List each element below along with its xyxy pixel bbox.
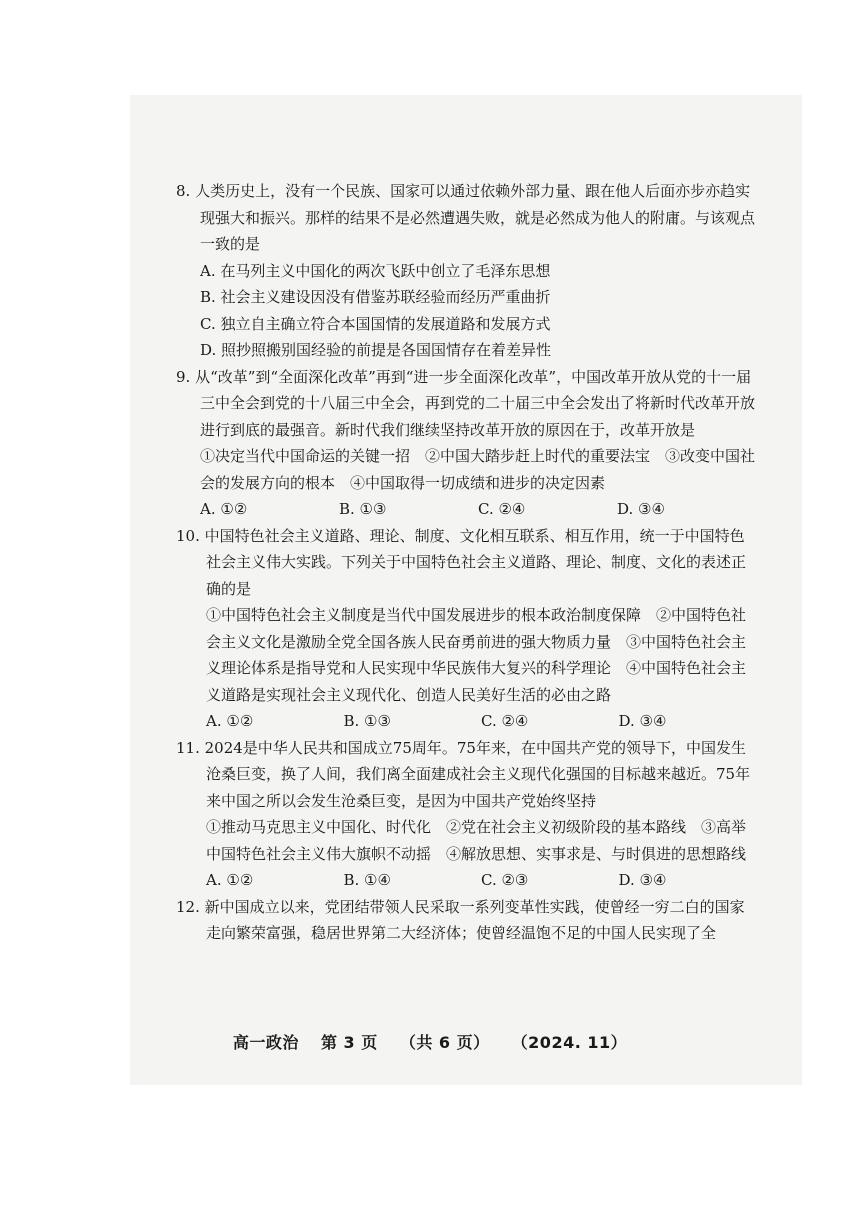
question-statements: ①决定当代中国命运的关键一招 ②中国大踏步赶上时代的重要法宝 ③改变中国社会的发展方向的根本 ④中国取得一切成绩和进步的决定因素 (200, 447, 756, 492)
question-12 (176, 894, 756, 947)
choice-c: C. ②③ (481, 871, 529, 889)
question-statements: ①中国特色社会主义制度是当代中国发展进步的根本政治制度保障 ②中国特色社会主义文化是激励全党全国各族人民奋勇前进的强大物质力量 ③中国特色社会主义理论体系是指导党和人民实现中华民族伟大复兴的科学理论 ④中国特色社会主义道路是实现社会主义现代化、创造人民美好生活的必由之路 (206, 606, 747, 704)
question-stem: 10. 中国特色社会主义道路、理论、制度、文化相互联系、相互作用，统一于中国特色社会主义伟大实践。下列关于中国特色社会主义道路、理论、制度、文化的表述正确的是 (176, 526, 747, 598)
option-b: B. 社会主义建设因没有借鉴苏联经验而经历严重曲折 (200, 288, 551, 306)
question-stem: 12. 新中国成立以来，党团结带领人民采取一系列变革性实践，使曾经一穷二白的国家走向繁荣富强，稳居世界第二大经济体；使曾经温饱不足的中国人民实现了全 (176, 897, 745, 942)
question-8 (176, 178, 756, 364)
option-a: A. 在马列主义中国化的两次飞跃中创立了毛泽东思想 (200, 261, 551, 280)
page-footer (0, 1030, 860, 1053)
choice-d: D. ③④ (617, 500, 665, 518)
choice-a: A. ①② (206, 712, 254, 730)
answer-choices (176, 867, 756, 894)
answer-choices (176, 496, 756, 523)
choice-b: B. ①④ (343, 871, 391, 889)
footer-subject: 高一政治 (232, 1033, 299, 1052)
choice-c: C. ②④ (481, 712, 529, 730)
choice-b: B. ①③ (339, 500, 387, 518)
footer-date: （2024. 11） (511, 1033, 628, 1052)
question-stem: 8. 人类历史上，没有一个民族、国家可以通过依赖外部力量、跟在他人后面亦步亦趋实现强大和振兴。那样的结果不是必然遭遇失败，就是必然成为他人的附庸。与该观点一致的是 (176, 182, 756, 253)
choice-d: D. ③④ (618, 871, 667, 889)
question-10 (176, 523, 756, 735)
answer-choices (176, 708, 756, 735)
option-d: D. 照抄照搬别国经验的前提是各国国情存在着差异性 (200, 341, 552, 359)
choice-b: B. ①③ (343, 712, 391, 730)
choice-a: A. ①② (206, 871, 254, 889)
question-9 (176, 364, 756, 523)
footer-page: 第 3 页 (320, 1033, 378, 1052)
exam-content (176, 178, 756, 947)
question-11 (176, 735, 756, 894)
question-stem: 11. 2024是中华人民共和国成立75周年。75年来，在中国共产党的领导下，中国发生沧桑巨变，换了人间，我们离全面建成社会主义现代化强国的目标越来越近。75年来中国之所以会发生沧桑巨变，是因为中国共产党始终坚持 (176, 738, 751, 810)
choice-c: C. ②④ (478, 500, 526, 518)
option-c: C. 独立自主确立符合本国国情的发展道路和发展方式 (200, 314, 551, 333)
choice-a: A. ①② (200, 500, 248, 518)
question-statements: ①推动马克思主义中国化、时代化 ②党在社会主义初级阶段的基本路线 ③高举中国特色社会主义伟大旗帜不动摇 ④解放思想、实事求是、与时俱进的思想路线 (206, 818, 747, 863)
choice-d: D. ③④ (618, 712, 667, 730)
footer-total: （共 6 页） (399, 1033, 490, 1052)
question-stem: 9. 从“改革”到“全面深化改革”再到“进一步全面深化改革”，中国改革开放从党的十一届三中全会到党的十八届三中全会，再到党的二十届三中全会发出了将新时代改革开放进行到底的最强音。新时代我们继续坚持改革开放的原因在于，改革开放是 (176, 367, 756, 439)
